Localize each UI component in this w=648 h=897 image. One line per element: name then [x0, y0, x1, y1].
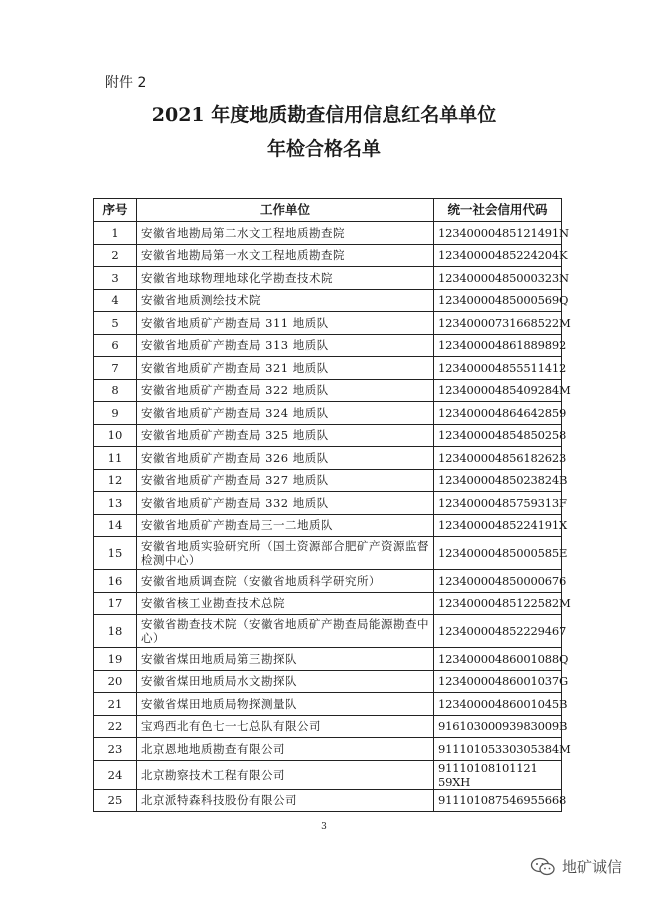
cell-no: 14	[94, 514, 137, 537]
cell-credit-code: 123400004861889892	[434, 334, 562, 357]
cell-no: 1	[94, 222, 137, 245]
cell-no: 24	[94, 760, 137, 789]
table-row	[94, 715, 562, 738]
cell-credit-code: 12340000485000569Q	[434, 289, 562, 312]
cell-no: 11	[94, 447, 137, 470]
cell-credit-code: 123400004854850258	[434, 424, 562, 447]
cell-credit-code: 12340000485000323N	[434, 267, 562, 290]
cell-credit-code: 12340000485409284M	[434, 379, 562, 402]
cell-credit-code: 12340000731668522M	[434, 312, 562, 335]
cell-no: 4	[94, 289, 137, 312]
cell-credit-code: 123400004864642859	[434, 402, 562, 425]
cell-unit-name: 安徽省地质测绘技术院	[137, 289, 434, 312]
cell-unit-name: 安徽省地质矿产勘查局 327 地质队	[137, 469, 434, 492]
cell-unit-name: 安徽省地质实验研究所（国土资源部合肥矿产资源监督检测中心）	[137, 537, 434, 570]
cell-no: 17	[94, 592, 137, 615]
cell-credit-code: 91110108101121 59XH	[434, 760, 562, 789]
cell-credit-code: 12340000485000585E	[434, 537, 562, 570]
table-row	[94, 469, 562, 492]
wechat-icon	[530, 857, 556, 877]
cell-credit-code: 123400004850000676	[434, 570, 562, 593]
cell-no: 6	[94, 334, 137, 357]
cell-no: 10	[94, 424, 137, 447]
cell-unit-name: 安徽省地质矿产勘查局 332 地质队	[137, 492, 434, 515]
table-row	[94, 592, 562, 615]
table-row	[94, 514, 562, 537]
table-row	[94, 424, 562, 447]
cell-unit-name: 安徽省地质矿产勘查局三一二地质队	[137, 514, 434, 537]
table-row	[94, 648, 562, 671]
cell-credit-code: 123400004856182623	[434, 447, 562, 470]
table-row	[94, 615, 562, 648]
page-number: 3	[321, 822, 327, 832]
cell-no: 8	[94, 379, 137, 402]
cell-unit-name: 北京勘察技术工程有限公司	[137, 760, 434, 789]
document-subtitle: 年检合格名单	[266, 138, 381, 160]
table-row	[94, 670, 562, 693]
cell-credit-code: 12340000485023824B	[434, 469, 562, 492]
table-row	[94, 738, 562, 761]
attachment-label: 附件 2	[105, 75, 147, 91]
cell-no: 16	[94, 570, 137, 593]
table-row	[94, 402, 562, 425]
table-row	[94, 570, 562, 593]
table-row	[94, 447, 562, 470]
cell-no: 22	[94, 715, 137, 738]
cell-credit-code: 12340000485224191X	[434, 514, 562, 537]
watermark	[530, 856, 622, 877]
cell-unit-name: 安徽省煤田地质局水文勘探队	[137, 670, 434, 693]
table-row	[94, 244, 562, 267]
cell-credit-code: 91610300093983009B	[434, 715, 562, 738]
cell-credit-code: 12340000485122582M	[434, 592, 562, 615]
cell-no: 3	[94, 267, 137, 290]
cell-unit-name: 安徽省地质矿产勘查局 325 地质队	[137, 424, 434, 447]
cell-no: 2	[94, 244, 137, 267]
cell-credit-code: 12340000486001037G	[434, 670, 562, 693]
table-row	[94, 357, 562, 380]
cell-no: 25	[94, 789, 137, 812]
watermark-text: 地矿诚信	[562, 858, 623, 876]
cell-credit-code: 12340000485121491N	[434, 222, 562, 245]
cell-unit-name: 安徽省地质矿产勘查局 324 地质队	[137, 402, 434, 425]
cell-unit-name: 安徽省地球物理地球化学勘查技术院	[137, 267, 434, 290]
cell-no: 7	[94, 357, 137, 380]
cell-no: 19	[94, 648, 137, 671]
cell-no: 21	[94, 693, 137, 716]
table-row	[94, 334, 562, 357]
table-row	[94, 379, 562, 402]
cell-no: 18	[94, 615, 137, 648]
cell-credit-code: 123400004852229467	[434, 615, 562, 648]
table-header-row	[94, 199, 562, 222]
table-row	[94, 289, 562, 312]
cell-unit-name: 安徽省核工业勘查技术总院	[137, 592, 434, 615]
cell-no: 15	[94, 537, 137, 570]
cell-credit-code: 12340000485759313F	[434, 492, 562, 515]
cell-no: 13	[94, 492, 137, 515]
cell-unit-name: 安徽省地质矿产勘查局 321 地质队	[137, 357, 434, 380]
cell-unit-name: 安徽省煤田地质局物探测量队	[137, 693, 434, 716]
cell-unit-name: 安徽省地质调查院（安徽省地质科学研究所）	[137, 570, 434, 593]
cell-unit-name: 北京派特森科技股份有限公司	[137, 789, 434, 812]
red-list-table	[93, 198, 571, 812]
cell-no: 5	[94, 312, 137, 335]
cell-unit-name: 安徽省煤田地质局第三勘探队	[137, 648, 434, 671]
cell-no: 20	[94, 670, 137, 693]
header-unit-name: 工作单位	[137, 199, 434, 222]
cell-unit-name: 安徽省地质矿产勘查局 326 地质队	[137, 447, 434, 470]
table-row	[94, 312, 562, 335]
table-row	[94, 267, 562, 290]
document-title: 2021 年度地质勘查信用信息红名单单位	[151, 104, 497, 126]
header-credit-code: 统一社会信用代码	[434, 199, 562, 222]
table-row	[94, 492, 562, 515]
table-row	[94, 537, 562, 570]
header-no: 序号	[94, 199, 137, 222]
cell-unit-name: 安徽省地质矿产勘查局 322 地质队	[137, 379, 434, 402]
cell-credit-code: 123400004855511412	[434, 357, 562, 380]
cell-no: 9	[94, 402, 137, 425]
cell-unit-name: 安徽省地勘局第一水文工程地质勘查院	[137, 244, 434, 267]
cell-credit-code: 911101087546955668	[434, 789, 562, 812]
cell-credit-code: 12340000485224204K	[434, 244, 562, 267]
cell-unit-name: 安徽省勘查技术院（安徽省地质矿产勘查局能源勘查中心）	[137, 615, 434, 648]
table-row	[94, 789, 562, 812]
cell-credit-code: 91110105330305384M	[434, 738, 562, 761]
cell-no: 23	[94, 738, 137, 761]
cell-unit-name: 宝鸡西北有色七一七总队有限公司	[137, 715, 434, 738]
cell-credit-code: 12340000486001088Q	[434, 648, 562, 671]
cell-no: 12	[94, 469, 137, 492]
cell-unit-name: 安徽省地勘局第二水文工程地质勘查院	[137, 222, 434, 245]
cell-unit-name: 安徽省地质矿产勘查局 311 地质队	[137, 312, 434, 335]
table-row	[94, 222, 562, 245]
table-row	[94, 760, 562, 789]
cell-unit-name: 安徽省地质矿产勘查局 313 地质队	[137, 334, 434, 357]
cell-credit-code: 12340000486001045B	[434, 693, 562, 716]
cell-unit-name: 北京恩地地质勘查有限公司	[137, 738, 434, 761]
table-row	[94, 693, 562, 716]
